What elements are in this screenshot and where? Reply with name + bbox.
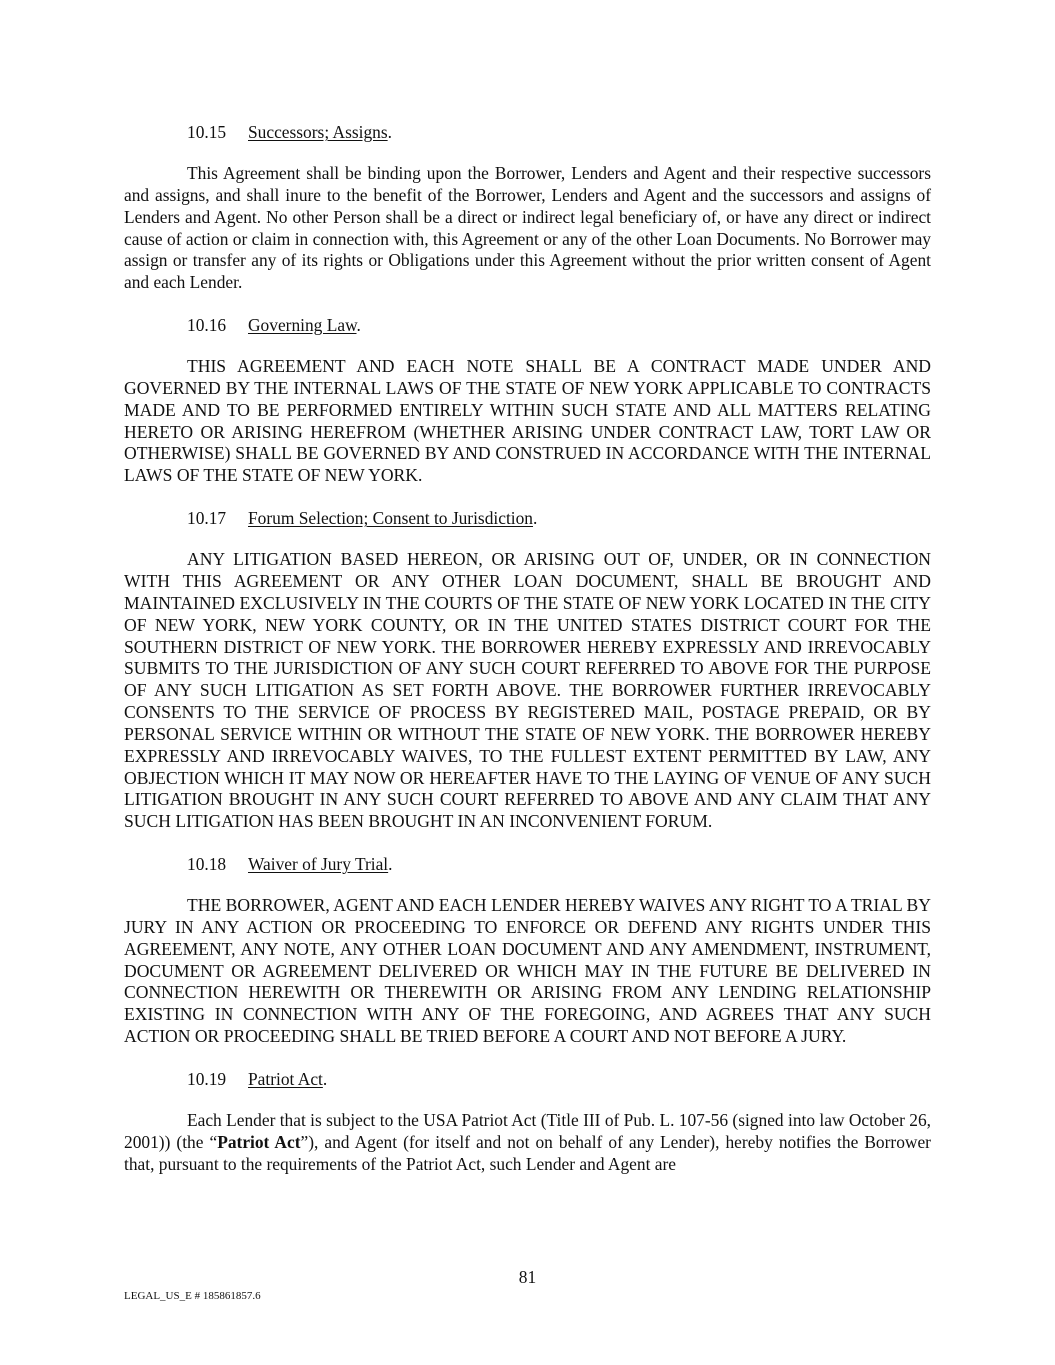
- document-id: LEGAL_US_E # 185861857.6: [124, 1290, 261, 1302]
- section-body-10-15: This Agreement shall be binding upon the Borrower, Lenders and Agent and their respective successors and assigns, and shall inure to the benefit of the Borrower, Lenders and Agent and the successors and assigns of Lenders and Agent. No other Person shall be a direct or indirect legal beneficiary of, or have any direct or indirect cause of action or claim in connection with, this Agreement or any of the other Loan Documents. No Borrower may assign or transfer any of its rights or Obligations under this Agreement without the prior written consent of Agent and each Lender.: [124, 163, 931, 293]
- section-title: Patriot Act: [248, 1069, 323, 1089]
- page-number: 81: [518, 1267, 537, 1287]
- body-text-after: ”), and Agent (for itself and not on behalf of any Lender), hereby notifies the Borrower that, pursuant to the requirements of the Patriot Act, such Lender and Agent are: [124, 1131, 931, 1174]
- section-heading-10-17: 10.17 Forum Selection; Consent to Jurisdiction.: [187, 508, 538, 529]
- section-heading-10-19: 10.19 Patriot Act.: [187, 1069, 328, 1089]
- section-title: Successors; Assigns: [248, 122, 388, 142]
- section-body-10-18: THE BORROWER, AGENT AND EACH LENDER HEREBY WAIVES ANY RIGHT TO A TRIAL BY JURY IN ANY ACTION OR PROCEEDING TO ENFORCE OR DEFEND ANY RIGHTS UNDER THIS AGREEMENT, ANY NOTE, ANY OTHER LOAN DOCUMENT AND ANY AMENDMENT, INSTRUMENT, DOCUMENT OR AGREEMENT DELIVERED OR WHICH MAY IN THE FUTURE BE DELIVERED IN CONNECTION HEREWITH OR THEREWITH OR ARISING FROM ANY LENDING RELATIONSHIP EXISTING IN CONNECTION WITH ANY OF THE FOREGOING, AND AGREES THAT ANY SUCH ACTION OR PROCEEDING SHALL BE TRIED BEFORE A COURT AND NOT BEFORE A JURY.: [124, 895, 931, 1047]
- section-heading-10-18: 10.18 Waiver of Jury Trial.: [187, 854, 393, 875]
- document-body: [124, 121, 931, 1196]
- section-number: 10.17: [187, 508, 227, 529]
- section-number: 10.18: [187, 854, 227, 875]
- section-number: 10.15: [187, 122, 227, 142]
- section-number: 10.16: [187, 315, 227, 336]
- section-body-10-19: [124, 1110, 931, 1176]
- section-heading-10-15: 10.15 Successors; Assigns.: [187, 122, 392, 142]
- section-body-10-16: THIS AGREEMENT AND EACH NOTE SHALL BE A CONTRACT MADE UNDER AND GOVERNED BY THE INTERNAL LAWS OF THE STATE OF NEW YORK APPLICABLE TO CONTRACTS MADE AND TO BE PERFORMED ENTIRELY WITHIN SUCH STATE AND ALL MATTERS RELATING HERETO OR ARISING HEREFROM (WHETHER ARISING UNDER CONTRACT LAW, TORT LAW OR OTHERWISE) SHALL BE GOVERNED BY AND CONSTRUED IN ACCORDANCE WITH THE INTERNAL LAWS OF THE STATE OF NEW YORK.: [124, 356, 931, 486]
- body-text-before: Each Lender that is subject to the USA Patriot Act (Title III of Pub. L. 107-56 (signed into law October 26, 2001)) (the “: [124, 1110, 931, 1152]
- section-heading-10-16: 10.16 Governing Law.: [187, 315, 361, 336]
- section-title: Governing Law: [248, 315, 357, 336]
- section-body-10-17: ANY LITIGATION BASED HEREON, OR ARISING OUT OF, UNDER, OR IN CONNECTION WITH THIS AGREEMENT OR ANY OTHER LOAN DOCUMENT, SHALL BE BROUGHT AND MAINTAINED EXCLUSIVELY IN THE COURTS OF THE STATE OF NEW YORK LOCATED IN THE CITY OF NEW YORK, NEW YORK COUNTY, OR IN THE UNITED STATES DISTRICT COURT FOR THE SOUTHERN DISTRICT OF NEW YORK. THE BORROWER HEREBY EXPRESSLY AND IRREVOCABLY SUBMITS TO THE JURISDICTION OF ANY SUCH COURT REFERRED TO ABOVE FOR THE PURPOSE OF ANY SUCH LITIGATION AS SET FORTH ABOVE. THE BORROWER FURTHER IRREVOCABLY CONSENTS TO THE SERVICE OF PROCESS BY REGISTERED MAIL, POSTAGE PREPAID, OR BY PERSONAL SERVICE WITHIN OR WITHOUT THE STATE OF NEW YORK. THE BORROWER HEREBY EXPRESSLY AND IRREVOCABLY WAIVES, TO THE FULLEST EXTENT PERMITTED BY LAW, ANY OBJECTION WHICH IT MAY NOW OR HEREAFTER HAVE TO THE LAYING OF VENUE OF ANY SUCH LITIGATION BROUGHT IN ANY SUCH COURT REFERRED TO ABOVE AND ANY CLAIM THAT ANY SUCH LITIGATION HAS BEEN BROUGHT IN AN INCONVENIENT FORUM.: [124, 549, 931, 832]
- section-title: Waiver of Jury Trial: [248, 854, 389, 875]
- defined-term: Patriot Act: [217, 1131, 301, 1152]
- section-title: Forum Selection; Consent to Jurisdiction: [248, 508, 534, 529]
- section-number: 10.19: [187, 1069, 227, 1089]
